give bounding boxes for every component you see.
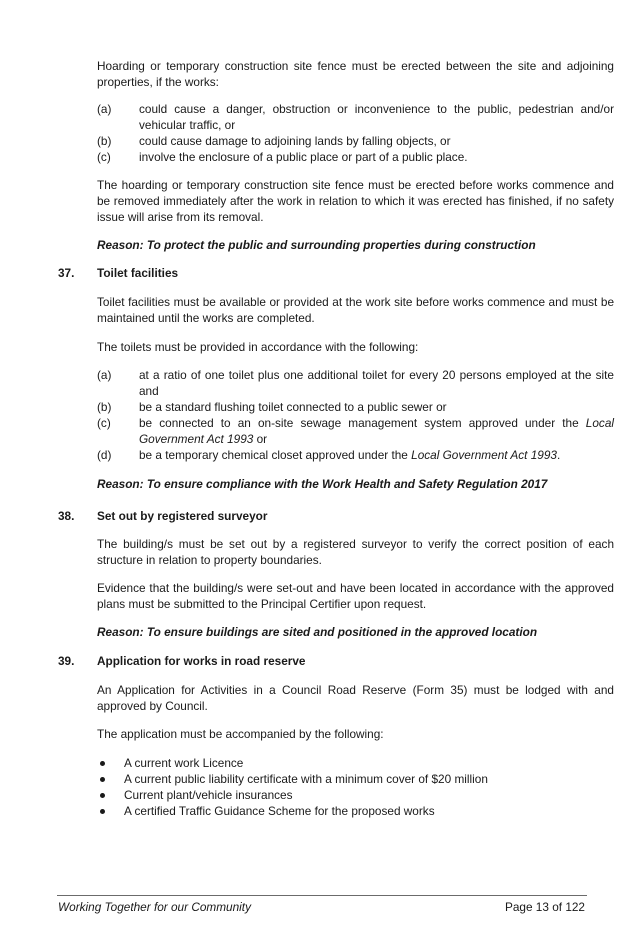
bullet-text: A current work Licence	[124, 756, 244, 770]
section-title: Application for works in road reserve	[97, 654, 306, 668]
bullet-icon	[97, 771, 124, 787]
intro-paragraph-1: Hoarding or temporary construction site fence must be erected between the site and adjoining properties, if the works:	[97, 59, 614, 89]
section-number: 39.	[58, 654, 75, 668]
s38-paragraph-1: The building/s must be set out by a registered surveyor to verify the correct position of each structure in relation to property boundaries.	[97, 537, 614, 567]
bullet-icon	[97, 803, 124, 819]
list-item-text: be a standard flushing toilet connected to a public sewer or	[139, 400, 447, 414]
section-heading-39	[58, 653, 618, 669]
list-item-text	[139, 415, 614, 447]
list-item-text	[139, 447, 614, 463]
act-title: Local Government Act 1993	[139, 416, 614, 446]
list-item-text-post: .	[556, 448, 561, 462]
list-item	[97, 149, 614, 165]
bullet-item	[97, 787, 614, 803]
section-heading-37	[58, 265, 618, 281]
act-title: Local Government Act 1993	[411, 448, 557, 462]
s39-paragraph-2: The application must be accompanied by the following:	[97, 727, 384, 741]
list-item-label: (b)	[97, 134, 112, 148]
section-number: 37.	[58, 266, 75, 280]
list-item-text: at a ratio of one toilet plus one additional toilet for every 20 persons employed at the site and	[139, 368, 614, 398]
list-item-label: (a)	[97, 368, 112, 382]
s37-paragraph-2: The toilets must be provided in accordance with the following:	[97, 340, 419, 354]
bullet-text: Current plant/vehicle insurances	[124, 788, 293, 802]
footer-slogan: Working Together for our Community	[58, 900, 251, 914]
section-heading-38	[58, 508, 618, 524]
section-title: Toilet facilities	[97, 266, 179, 280]
bullet-item	[97, 755, 614, 771]
list-item-label: (d)	[97, 448, 112, 462]
reason-text: Reason: To ensure buildings are sited and positioned in the approved location	[97, 625, 538, 639]
list-item-label: (c)	[97, 150, 111, 164]
list-item-text-pre: be connected to an on-site sewage management system approved under the	[139, 416, 586, 430]
list-item	[97, 133, 614, 149]
section-number: 38.	[58, 509, 75, 523]
s37-list	[97, 367, 614, 463]
s37-paragraph-1: Toilet facilities must be available or provided at the work site before works commence and must be maintained until the works are completed.	[97, 295, 614, 325]
reason-text: Reason: To protect the public and surrounding properties during construction	[97, 238, 536, 252]
list-item	[97, 415, 614, 447]
intro-paragraph-2: The hoarding or temporary construction site fence must be erected before works commence and be removed immediately after the work in relation to which it was erected has finished, if no safety issue will arise from its removal.	[97, 178, 614, 224]
list-item	[97, 367, 614, 399]
bullet-icon	[97, 787, 124, 803]
list-item	[97, 399, 614, 415]
list-item-text: could cause damage to adjoining lands by falling objects, or	[139, 134, 451, 148]
list-item-text-post: or	[253, 432, 268, 446]
bullet-text: A certified Traffic Guidance Scheme for the proposed works	[124, 804, 435, 818]
bullet-item	[97, 803, 614, 819]
page-number: Page 13 of 122	[504, 900, 585, 914]
reason-text: Reason: To ensure compliance with the Work Health and Safety Regulation 2017	[97, 477, 548, 491]
list-item	[97, 447, 614, 463]
bullet-icon	[97, 755, 124, 771]
list-item-text: involve the enclosure of a public place or part of a public place.	[139, 150, 468, 164]
bullet-text: A current public liability certificate with a minimum cover of $20 million	[124, 772, 488, 786]
list-item-label: (c)	[97, 416, 111, 430]
list-item-label: (a)	[97, 102, 112, 116]
footer-divider	[57, 895, 587, 896]
s38-paragraph-2: Evidence that the building/s were set-out and have been located in accordance with the approved plans must be submitted to the Principal Certifier upon request.	[97, 581, 614, 611]
s39-bullet-list	[97, 755, 614, 819]
intro-list	[97, 101, 614, 165]
list-item-label: (b)	[97, 400, 112, 414]
s39-paragraph-1: An Application for Activities in a Council Road Reserve (Form 35) must be lodged with and approved by Council.	[97, 683, 614, 713]
list-item-text-pre: be a temporary chemical closet approved under the	[139, 448, 412, 462]
list-item-text: could cause a danger, obstruction or inconvenience to the public, pedestrian and/or vehicular traffic, or	[139, 102, 614, 132]
list-item	[97, 101, 614, 133]
section-title: Set out by registered surveyor	[97, 509, 268, 523]
bullet-item	[97, 771, 614, 787]
